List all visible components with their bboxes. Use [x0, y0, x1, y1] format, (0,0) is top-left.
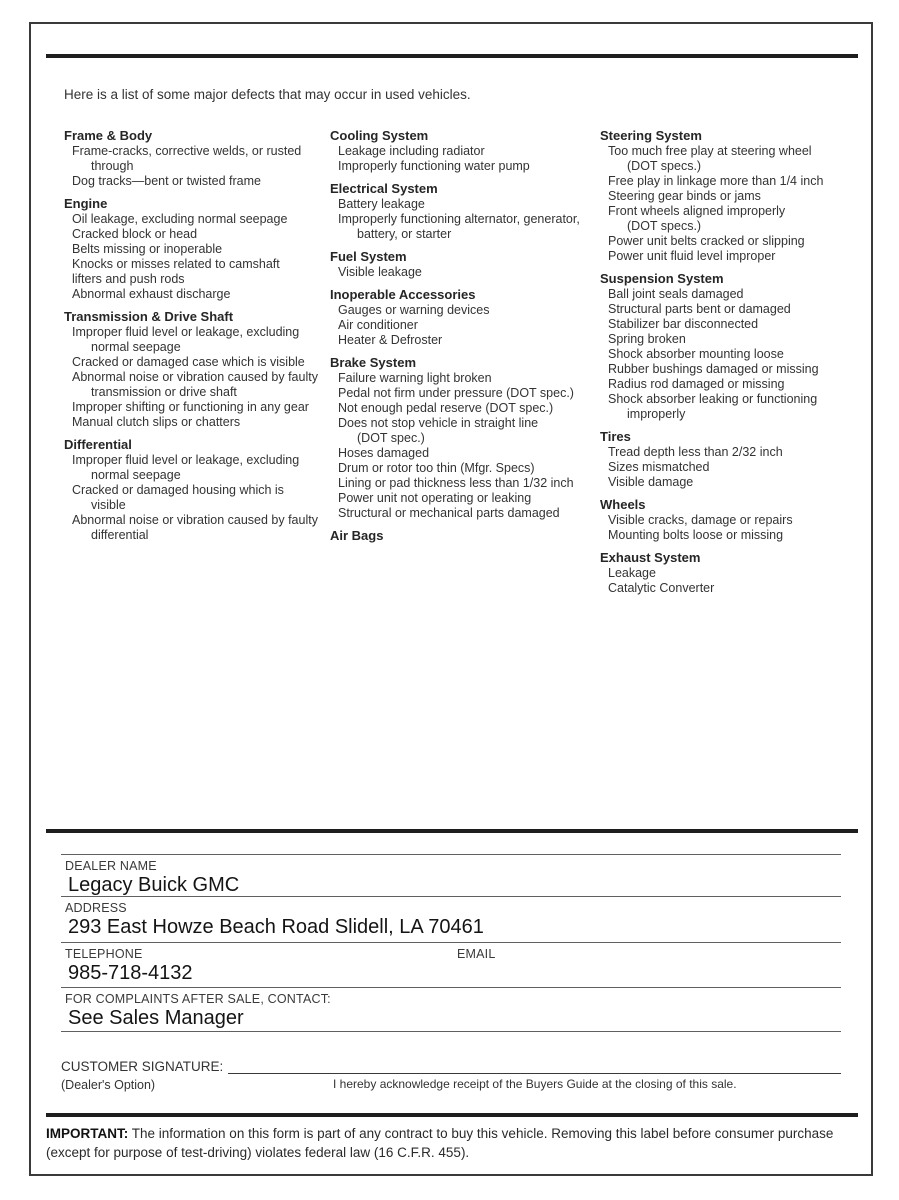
defect-category — [600, 550, 848, 596]
defect-item-line: (DOT spec.) — [357, 431, 425, 445]
defect-item-line: battery, or starter — [357, 227, 452, 241]
top-divider — [46, 54, 858, 58]
defect-category-title: Wheels — [600, 497, 646, 512]
defect-item-line: Ball joint seals damaged — [608, 287, 744, 301]
telephone-email-row — [61, 942, 841, 987]
defect-item-line: Dog tracks—bent or twisted frame — [72, 174, 261, 188]
address-value: 293 East Howze Beach Road Slidell, LA 70461 — [68, 916, 484, 938]
defect-item-line: Abnormal noise or vibration caused by faulty — [72, 370, 318, 384]
defect-item-line: Belts missing or inoperable — [72, 242, 223, 256]
defect-item-line: Cracked or damaged housing which is — [72, 483, 284, 497]
defect-category — [330, 249, 600, 280]
defect-list — [64, 128, 863, 596]
complaints-label: FOR COMPLAINTS AFTER SALE, CONTACT: — [65, 992, 331, 1006]
defect-item-line: improperly — [627, 407, 686, 421]
footer-divider — [46, 1113, 858, 1117]
defect-item-line: Lining or pad thickness less than 1/32 inch — [338, 476, 574, 490]
defect-category-title: Cooling System — [330, 128, 429, 143]
address-label: ADDRESS — [65, 901, 127, 915]
defect-item-line: Abnormal exhaust discharge — [72, 287, 231, 301]
defect-item-line: Power unit not operating or leaking — [338, 491, 532, 505]
address-field — [61, 896, 841, 942]
defect-category-title: Electrical System — [330, 181, 438, 196]
defect-item-line: Improperly functioning alternator, generator, — [338, 212, 580, 226]
complaints-value: See Sales Manager — [68, 1007, 244, 1029]
defect-item-line: Tread depth less than 2/32 inch — [608, 445, 783, 459]
defect-item-line: (DOT specs.) — [627, 159, 702, 173]
email-value — [453, 961, 841, 962]
defect-item-line: Does not stop vehicle in straight line — [338, 416, 539, 430]
defect-item-line: Abnormal noise or vibration caused by faulty — [72, 513, 318, 527]
defect-item-line: Leakage including radiator — [338, 144, 485, 158]
defect-item-line: Visible cracks, damage or repairs — [608, 513, 793, 527]
defect-item-line: lifters and push rods — [72, 272, 185, 286]
defect-item-line: Frame-cracks, corrective welds, or rusted — [72, 144, 302, 158]
defect-item-line: Improper shifting or functioning in any gear — [72, 400, 309, 414]
defect-item-line: Structural parts bent or damaged — [608, 302, 791, 316]
defect-column — [64, 128, 330, 596]
defect-item-line: Free play in linkage more than 1/4 inch — [608, 174, 824, 188]
defect-item-line: Radius rod damaged or missing — [608, 377, 785, 391]
defect-item-line: Power unit belts cracked or slipping — [608, 234, 805, 248]
defect-category — [64, 196, 330, 302]
important-text: The information on this form is part of any contract to buy this vehicle. Removing this label before consumer purchase (except for purpose of test-driving) violates federal law (16 C.F.R. 455). — [46, 1126, 834, 1160]
defect-item-line: visible — [91, 498, 126, 512]
defect-item-line: Improper fluid level or leakage, excluding — [72, 453, 300, 467]
defect-item-line: Leakage — [608, 566, 656, 580]
defect-item-line: Visible damage — [608, 475, 694, 489]
defect-item-line: Improper fluid level or leakage, excluding — [72, 325, 300, 339]
important-notice — [46, 1124, 858, 1162]
defect-category — [64, 128, 330, 189]
defect-item-line: Catalytic Converter — [608, 581, 715, 595]
defect-item-line: normal seepage — [91, 468, 181, 482]
defect-category-title: Exhaust System — [600, 550, 701, 565]
defect-item-line: Shock absorber leaking or functioning — [608, 392, 818, 406]
acknowledgment-text: I hereby acknowledge receipt of the Buyers Guide at the closing of this sale. — [333, 1077, 737, 1091]
defect-category — [600, 429, 848, 490]
defect-category — [600, 497, 848, 543]
signature-subrow — [61, 1076, 841, 1094]
defect-item-line: transmission or drive shaft — [91, 385, 237, 399]
defect-category-title: Suspension System — [600, 271, 724, 286]
defect-category-title: Fuel System — [330, 249, 407, 264]
signature-row — [61, 1059, 841, 1074]
dealer-section — [46, 829, 858, 1162]
defect-item-line: normal seepage — [91, 340, 181, 354]
defect-item-line: Failure warning light broken — [338, 371, 492, 385]
dealer-name-value: Legacy Buick GMC — [68, 874, 240, 896]
dealer-name-field — [61, 854, 841, 896]
defect-category-title: Brake System — [330, 355, 416, 370]
defect-item-line: Mounting bolts loose or missing — [608, 528, 784, 542]
defect-item-line: Rubber bushings damaged or missing — [608, 362, 819, 376]
defect-category-title: Frame & Body — [64, 128, 153, 143]
defect-item-line: Structural or mechanical parts damaged — [338, 506, 560, 520]
defect-category — [330, 355, 600, 521]
defect-item-line: Improperly functioning water pump — [338, 159, 530, 173]
defect-category-title: Air Bags — [330, 528, 384, 543]
defect-category-title: Transmission & Drive Shaft — [64, 309, 234, 324]
dealers-option-label: (Dealer's Option) — [61, 1078, 156, 1092]
defect-category-title: Inoperable Accessories — [330, 287, 476, 302]
defect-item-line: Visible leakage — [338, 265, 422, 279]
defect-category — [64, 309, 330, 430]
defect-category — [330, 181, 600, 242]
customer-signature-label: CUSTOMER SIGNATURE: — [61, 1059, 224, 1074]
defect-item-line: Manual clutch slips or chatters — [72, 415, 241, 429]
defect-category-title: Engine — [64, 196, 108, 211]
email-field — [453, 943, 841, 987]
dealer-section-divider — [46, 829, 858, 833]
defect-column — [600, 128, 848, 596]
defect-item-line: Drum or rotor too thin (Mfgr. Specs) — [338, 461, 535, 475]
important-label: IMPORTANT: — [46, 1126, 129, 1141]
signature-line — [228, 1059, 841, 1074]
defect-category — [330, 528, 600, 544]
defect-item-line: Gauges or warning devices — [338, 303, 490, 317]
defect-item-line: Hoses damaged — [338, 446, 430, 460]
defect-category-title: Differential — [64, 437, 132, 452]
defect-item-line: (DOT specs.) — [627, 219, 702, 233]
defect-item-line: Steering gear binds or jams — [608, 189, 761, 203]
defect-item-line: Cracked or damaged case which is visible — [72, 355, 305, 369]
defect-category-title: Tires — [600, 429, 631, 444]
defect-category-title: Steering System — [600, 128, 702, 143]
defect-category — [64, 437, 330, 543]
defect-item-line: differential — [91, 528, 149, 542]
defect-item-line: Power unit fluid level improper — [608, 249, 776, 263]
defect-item-line: Knocks or misses related to camshaft — [72, 257, 280, 271]
page-body — [29, 22, 873, 1176]
defect-item-line: Front wheels aligned improperly — [608, 204, 786, 218]
email-label: EMAIL — [457, 947, 496, 961]
defect-item-line: Air conditioner — [338, 318, 418, 332]
defect-item-line: Battery leakage — [338, 197, 425, 211]
defect-item-line: Cracked block or head — [72, 227, 198, 241]
telephone-value: 985-718-4132 — [68, 962, 193, 984]
defect-category — [330, 287, 600, 348]
defect-item-line: Spring broken — [608, 332, 686, 346]
defect-category — [330, 128, 600, 174]
dealer-name-label: DEALER NAME — [65, 859, 157, 873]
defect-item-line: Heater & Defroster — [338, 333, 443, 347]
defect-item-line: Pedal not firm under pressure (DOT spec.) — [338, 386, 574, 400]
defect-item-line: Not enough pedal reserve (DOT spec.) — [338, 401, 554, 415]
defect-item-line: through — [91, 159, 134, 173]
signature-block — [61, 1059, 841, 1094]
defect-item-line: Shock absorber mounting loose — [608, 347, 784, 361]
defect-column — [330, 128, 600, 596]
defect-category — [600, 271, 848, 422]
defect-item-line: Stabilizer bar disconnected — [608, 317, 759, 331]
telephone-label: TELEPHONE — [65, 947, 143, 961]
defect-item-line: Oil leakage, excluding normal seepage — [72, 212, 288, 226]
dealer-fields — [61, 854, 841, 1032]
defect-category — [600, 128, 848, 264]
defect-item-line: Sizes mismatched — [608, 460, 710, 474]
telephone-field — [61, 943, 453, 987]
intro-text: Here is a list of some major defects that may occur in used vehicles. — [64, 87, 471, 102]
complaints-field — [61, 987, 841, 1032]
defect-item-line: Too much free play at steering wheel — [608, 144, 812, 158]
